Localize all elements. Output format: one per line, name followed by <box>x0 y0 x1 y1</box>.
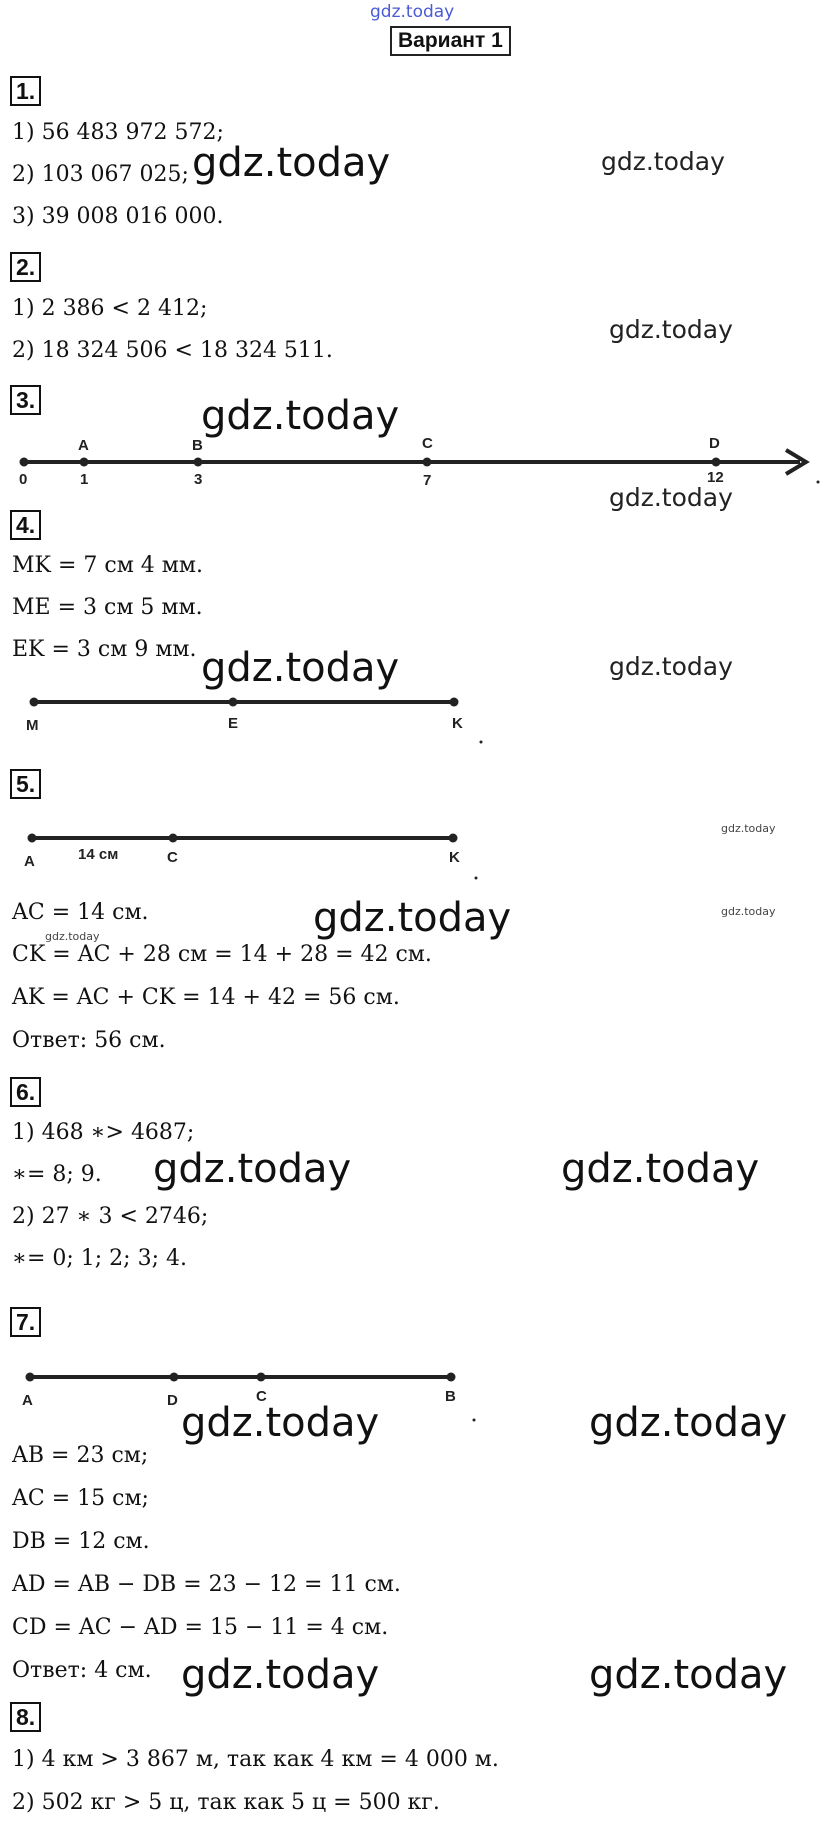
task-5-answer: Ответ: 56 см. <box>12 1028 166 1053</box>
watermark-text: gdz.today <box>561 1146 760 1192</box>
point-m-label: M <box>26 717 39 734</box>
point-k-dot <box>450 698 459 707</box>
watermark-text: gdz.today <box>201 645 400 691</box>
task-4-line-3: EK = 3 см 9 мм. <box>12 637 197 662</box>
point-b-dot <box>447 1373 456 1382</box>
task-3-number: 3. <box>10 385 41 415</box>
period-dot <box>817 481 820 484</box>
task-1-line-1: 1) 56 483 972 572; <box>12 120 224 145</box>
watermark-text: gdz.today <box>609 652 733 681</box>
task-7-number: 7. <box>10 1307 41 1337</box>
point-k-dot <box>449 834 458 843</box>
period-dot <box>480 741 483 744</box>
variant-title: Вариант 1 <box>390 26 511 56</box>
point-c-dot <box>423 458 432 467</box>
point-d-label: D <box>167 1392 178 1409</box>
task-8-number: 8. <box>10 1702 41 1732</box>
point-d-label: D <box>709 435 720 452</box>
point-b-label: B <box>445 1388 456 1405</box>
point-d-value: 12 <box>707 469 724 486</box>
point-c-dot <box>169 834 178 843</box>
point-e-label: E <box>228 715 239 732</box>
watermark-text: gdz.today <box>721 822 776 835</box>
origin-value: 0 <box>19 471 28 488</box>
task-4-number: 4. <box>10 510 41 540</box>
task-6-line-4: ∗= 0; 1; 2; 3; 4. <box>12 1246 187 1271</box>
point-d-dot <box>170 1373 179 1382</box>
period-dot <box>475 877 478 880</box>
point-a-label: A <box>78 437 89 454</box>
task-8-line-2: 2) 502 кг > 5 ц, так как 5 ц = 500 кг. <box>12 1790 440 1815</box>
segment-ac-length: 14 см <box>78 846 119 863</box>
task-8-line-1: 1) 4 км > 3 867 м, так как 4 км = 4 000 м. <box>12 1747 499 1772</box>
segment-ack-diagram <box>0 824 500 884</box>
watermark-text: gdz.today <box>153 1146 352 1192</box>
point-a-dot <box>26 1373 35 1382</box>
point-c-label: C <box>167 849 178 866</box>
watermark-text: gdz.today <box>181 1400 380 1446</box>
point-b-value: 3 <box>194 471 203 488</box>
task-7-line-3: DB = 12 см. <box>12 1529 150 1554</box>
point-c-dot <box>257 1373 266 1382</box>
point-b-label: B <box>192 437 203 454</box>
task-5-line-2: CK = AC + 28 см = 14 + 28 = 42 см. <box>12 942 432 967</box>
point-c-label: C <box>422 435 433 452</box>
task-4-line-2: ME = 3 см 5 мм. <box>12 595 203 620</box>
task-2-line-2: 2) 18 324 506 < 18 324 511. <box>12 338 333 363</box>
point-m-dot <box>30 698 39 707</box>
task-7-line-1: AB = 23 см; <box>12 1443 149 1468</box>
segment-mek-diagram <box>0 690 500 750</box>
watermark-text: gdz.today <box>201 393 400 439</box>
point-a-value: 1 <box>80 471 89 488</box>
watermark-text: gdz.today <box>589 1400 788 1446</box>
watermark-text: gdz.today <box>609 483 733 512</box>
period-dot <box>473 1419 476 1422</box>
watermark-text: gdz.today <box>589 1652 788 1698</box>
task-5-line-3: AK = AC + CK = 14 + 42 = 56 см. <box>12 985 400 1010</box>
point-b-dot <box>194 458 203 467</box>
origin-dot <box>20 458 29 467</box>
site-watermark-top: gdz.today <box>370 2 455 22</box>
task-4-line-1: MK = 7 см 4 мм. <box>12 553 204 578</box>
task-1-line-3: 3) 39 008 016 000. <box>12 204 224 229</box>
task-1-number: 1. <box>10 76 41 106</box>
watermark-text: gdz.today <box>192 140 391 186</box>
task-6-number: 6. <box>10 1077 41 1107</box>
watermark-text: gdz.today <box>601 147 725 176</box>
point-a-label: A <box>24 853 35 870</box>
watermark-text: gdz.today <box>721 905 776 918</box>
task-7-answer: Ответ: 4 см. <box>12 1658 152 1683</box>
task-2-line-1: 1) 2 386 < 2 412; <box>12 296 208 321</box>
task-7-line-2: AC = 15 см; <box>12 1486 149 1511</box>
watermark-text: gdz.today <box>313 895 512 941</box>
task-7-line-4: AD = AB − DB = 23 − 12 = 11 см. <box>12 1572 401 1597</box>
point-a-label: A <box>22 1392 33 1409</box>
watermark-text: gdz.today <box>609 315 733 344</box>
point-d-dot <box>712 458 721 467</box>
watermark-text: gdz.today <box>181 1652 380 1698</box>
point-a-dot <box>28 834 37 843</box>
task-2-number: 2. <box>10 252 41 282</box>
task-6-line-1: 1) 468 ∗> 4687; <box>12 1120 195 1145</box>
point-c-value: 7 <box>423 472 432 489</box>
point-k-label: K <box>449 849 460 866</box>
task-5-line-1: AC = 14 см. <box>12 900 149 925</box>
point-c-label: C <box>256 1388 267 1405</box>
task-5-number: 5. <box>10 769 41 799</box>
task-6-line-2: ∗= 8; 9. <box>12 1162 102 1187</box>
task-1-line-2: 2) 103 067 025; <box>12 162 189 187</box>
watermark-text: gdz.today <box>45 930 100 943</box>
point-k-label: K <box>452 715 463 732</box>
task-6-line-3: 2) 27 ∗ 3 < 2746; <box>12 1204 209 1229</box>
point-e-dot <box>229 698 238 707</box>
task-7-line-5: CD = AC − AD = 15 − 11 = 4 см. <box>12 1615 389 1640</box>
point-a-dot <box>80 458 89 467</box>
